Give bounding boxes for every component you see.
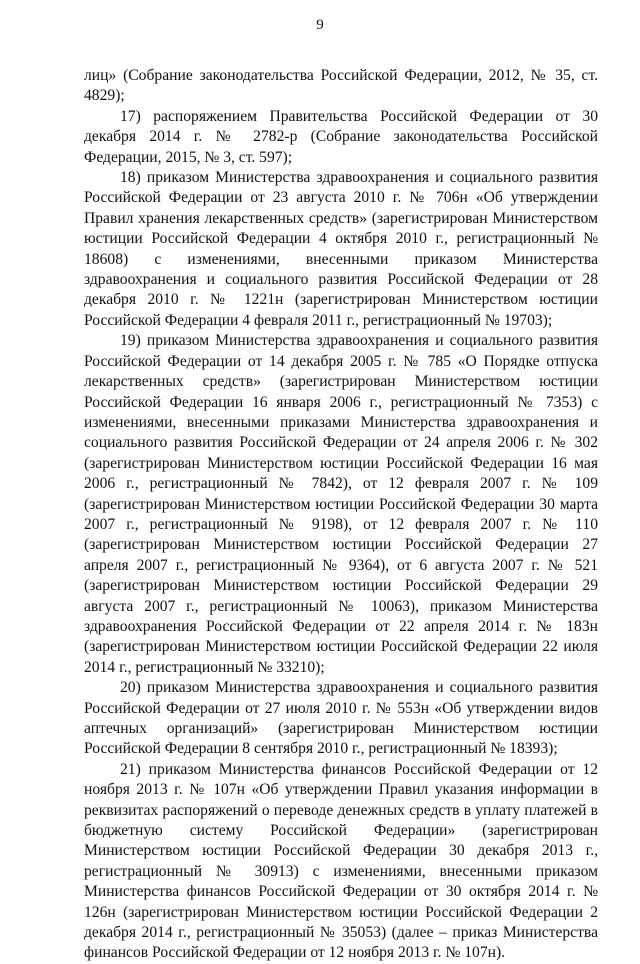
- document-body: [84, 66, 598, 964]
- page-number: 9: [316, 17, 324, 33]
- paragraph-item-19: 19) приказом Министерства здравоохранения и социального развития Российской Федерации от 14 декабря 2005 г. № 785 «О Порядке отпуска лекарственных средств» (зарегистрирован Министерством юстиции Российской Федерации 16 января 2006 г., регистрационный № 7353) с изменениями, внесенными приказами Министерства здравоохранения и социального развития Российской Федерации от 24 апреля 2006 г. № 302 (зарегистрирован Министерством юстиции Российской Федерации 16 мая 2006 г., регистрационный № 7842), от 12 февраля 2007 г. № 109 (зарегистрирован Министерством юстиции Российской Федерации 30 марта 2007 г., регистрационный № 9198), от 12 февраля 2007 г. № 110 (зарегистрирован Министерством юстиции Российской Федерации 27 апреля 2007 г., регистрационный № 9364), от 6 августа 2007 г. № 521 (зарегистрирован Министерством юстиции Российской Федерации 29 августа 2007 г., регистрационный № 10063), приказом Министерства здравоохранения Российской Федерации от 22 апреля 2014 г. № 183н (зарегистрирован Министерством юстиции Российской Федерации 22 июля 2014 г., регистрационный № 33210);: [84, 332, 598, 676]
- paragraph-item-17: 17) распоряжением Правительства Российской Федерации от 30 декабря 2014 г. № 2782-р (Собрание законодательства Российской Федерации, 2015, № 3, ст. 597);: [84, 107, 598, 166]
- paragraph-item-21: 21) приказом Министерства финансов Российской Федерации от 12 ноября 2013 г. № 107н «Об утверждении Правил указания информации в реквизитах распоряжений о переводе денежных средств в уплату платежей в бюджетную систему Российской Федерации» (зарегистрирован Министерством юстиции Российской Федерации 30 декабря 2013 г., регистрационный № 30913) с изменениями, внесенными приказом Министерства финансов Российской Федерации от 30 октября 2014 г. № 126н (зарегистрирован Министерством юстиции Российской Федерации 2 декабря 2014 г., регистрационный № 35053) (далее – приказ Министерства финансов Российской Федерации от 12 ноября 2013 г. № 107н).: [84, 760, 598, 962]
- paragraph-item-20: 20) приказом Министерства здравоохранения и социального развития Российской Федерации от 27 июля 2010 г. № 553н «Об утверждении видов аптечных организаций» (зарегистрирован Министерством юстиции Российской Федерации 8 сентября 2010 г., регистрационный № 18393);: [84, 679, 598, 758]
- paragraph-continuation: лиц» (Собрание законодательства Российской Федерации, 2012, № 35, ст. 4829);: [84, 67, 598, 105]
- paragraph-item-18: 18) приказом Министерства здравоохранения и социального развития Российской Федерации от 23 августа 2010 г. № 706н «Об утверждении Правил хранения лекарственных средств» (зарегистрирован Министерством юстиции Российской Федерации 4 октября 2010 г., регистрационный № 18608) с изменениями, внесенными приказом Министерства здравоохранения и социального развития Российской Федерации от 28 декабря 2010 г. № 1221н (зарегистрирован Министерством юстиции Российской Федерации 4 февраля 2011 г., регистрационный № 19703);: [84, 169, 598, 329]
